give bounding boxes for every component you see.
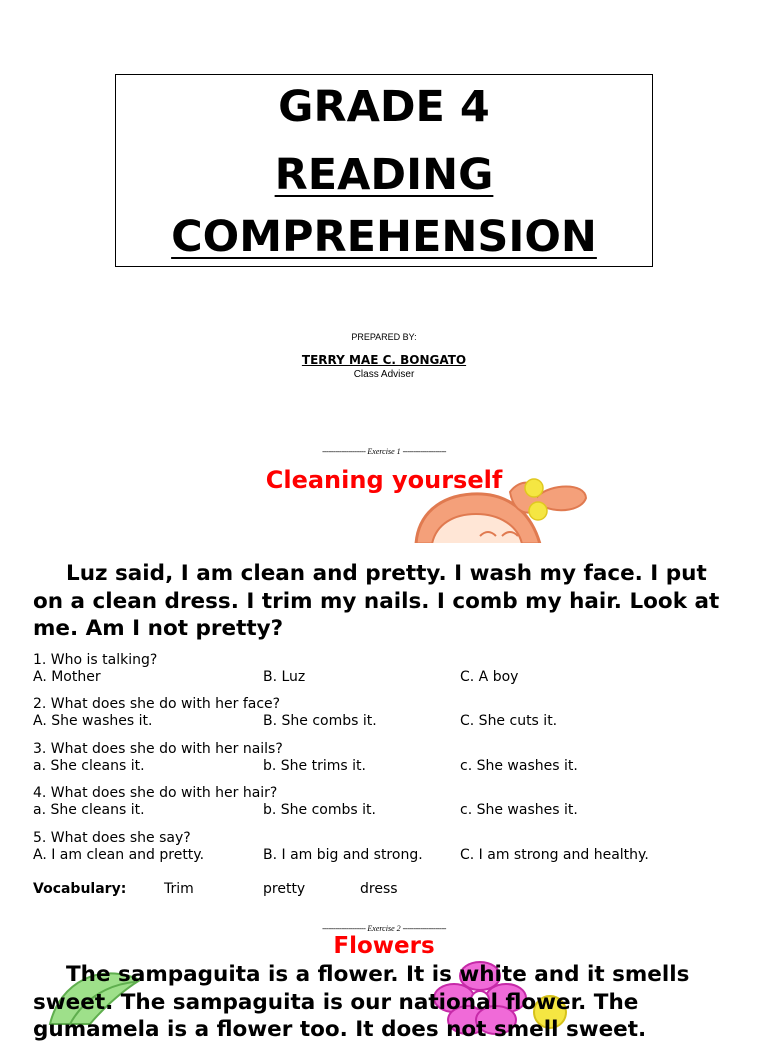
option-c: C. She cuts it. bbox=[460, 713, 558, 729]
question-text: 5. What does she say? bbox=[33, 830, 191, 846]
vocabulary-label: Vocabulary: bbox=[33, 881, 127, 897]
vocabulary-word: dress bbox=[360, 881, 398, 897]
bow-bead-bottom bbox=[529, 502, 547, 520]
divider-right: -------------------- bbox=[402, 924, 446, 933]
question-text: 2. What does she do with her face? bbox=[33, 696, 281, 712]
option-b: b. She combs it. bbox=[263, 802, 376, 818]
exercise-2-divider bbox=[0, 924, 768, 933]
title-grade: GRADE 4 bbox=[278, 82, 490, 132]
passage-line: The sampaguita is a flower. It is white and it smells bbox=[66, 962, 690, 987]
divider-left: -------------------- bbox=[322, 447, 366, 456]
option-b: B. She combs it. bbox=[263, 713, 377, 729]
passage-line: gumamela is a flower too. It does not smell sweet. bbox=[33, 1017, 647, 1042]
question-5 bbox=[33, 830, 733, 864]
option-c: c. She washes it. bbox=[460, 758, 578, 774]
exercise-1-title: Cleaning yourself bbox=[265, 466, 503, 494]
question-text: 1. Who is talking? bbox=[33, 652, 158, 668]
option-a: a. She cleans it. bbox=[33, 758, 145, 774]
vocabulary-word: pretty bbox=[263, 881, 306, 897]
option-a: A. I am clean and pretty. bbox=[33, 847, 205, 863]
option-b: B. I am big and strong. bbox=[263, 847, 423, 863]
divider-left: -------------------- bbox=[322, 924, 366, 933]
option-a: A. Mother bbox=[33, 669, 101, 685]
title-reading: READING bbox=[274, 150, 494, 200]
question-text: 3. What does she do with her nails? bbox=[33, 741, 283, 757]
option-b: b. She trims it. bbox=[263, 758, 366, 774]
title-comprehension: COMPREHENSION bbox=[171, 212, 597, 262]
divider-right: -------------------- bbox=[402, 447, 446, 456]
exercise-2-passage bbox=[33, 961, 738, 1044]
author-name: TERRY MAE C. BONGATO bbox=[301, 353, 467, 367]
exercise-1-passage bbox=[33, 560, 738, 643]
option-a: A. She washes it. bbox=[33, 713, 153, 729]
exercise-2-label: Exercise 2 bbox=[367, 924, 401, 933]
passage-text: Luz said, I am clean and pretty. I wash my face. I put on a clean dress. I trim my nails. I comb my hair. Look at me. Am I not pretty? bbox=[33, 561, 720, 641]
vocabulary-word: Trim bbox=[164, 881, 194, 897]
question-text: 4. What does she do with her hair? bbox=[33, 785, 278, 801]
option-c: c. She washes it. bbox=[460, 802, 578, 818]
question-3 bbox=[33, 741, 733, 775]
exercise-2-title: Flowers bbox=[333, 933, 435, 959]
option-c: C. A boy bbox=[460, 669, 519, 685]
exercise-1-label: Exercise 1 bbox=[367, 447, 401, 456]
option-a: a. She cleans it. bbox=[33, 802, 145, 818]
exercise-1-divider bbox=[0, 447, 768, 456]
title-box bbox=[115, 74, 653, 267]
prepared-by-label: PREPARED BY: bbox=[351, 332, 417, 342]
option-b: B. Luz bbox=[263, 669, 306, 685]
question-2 bbox=[33, 696, 733, 730]
question-4 bbox=[33, 785, 733, 819]
question-1 bbox=[33, 652, 733, 686]
option-c: C. I am strong and healthy. bbox=[460, 847, 649, 863]
author-role: Class Adviser bbox=[353, 369, 415, 380]
passage-line: sweet. The sampaguita is our national flower. The bbox=[33, 989, 639, 1015]
